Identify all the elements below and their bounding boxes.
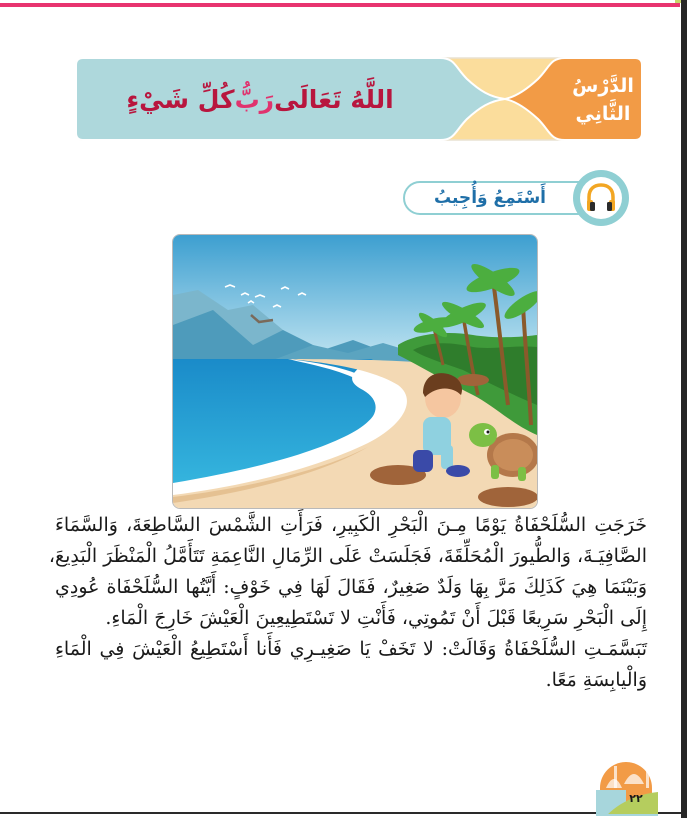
story-line: خَرَجَتِ السُّلَحْفَاةُ يَوْمًا مِـنَ الْبَحْرِ الْكَبِيرِ، فَرَأَتِ الشَّمْسَ السَّاطِعَةَ، وَالسَّمَاءَ [55,514,647,536]
title-part-3: كُلِّ شَيْءٍ [126,84,235,114]
beach-illustration [172,234,538,509]
listen-and-answer-button[interactable] [403,170,643,226]
page-number-badge [592,748,660,816]
lesson-title-banner [75,57,643,141]
story-paragraph-1 [48,510,675,634]
lesson-number-label [565,63,641,137]
lesson-label-line1: الدَّرْسُ [572,75,634,97]
beach-scene-image [173,235,537,508]
story-line: إِلَى الْبَحْرِ سَرِيعًا قَبْلَ أَنْ تَمُوتِي، فَأَنْتِ لا تَسْتَطِيعِينَ الْعَيْشَ خَارِجَ الْمَاءِ. [105,607,647,629]
title-part-1: اللَّهُ تَعَالَى [274,84,394,114]
story-paragraph-2 [55,634,675,696]
headphones-badge-inner [580,177,622,219]
headphones-icon [580,177,622,219]
story-line: الصَّافِيَـةَ، وَالطُّيورَ الْمُحَلِّقَةَ، فَجَلَسَتْ عَلَى الرِّمَالِ النَّاعِمَةِ تَتَأَمَّلُ الْمَنْظَرَ الْبَدِيعَ، [48,545,647,567]
headphones-badge[interactable] [573,170,629,226]
title-part-2: رَبُّ [234,84,275,114]
top-page-rule [0,3,680,7]
story-line: تَبَسَّمَـتِ السُّلَحْفَاةُ وَقَالَتْ: لا تَخَفْ يَا صَغِيـرِي فَأَنا أَسْتَطِيعُ الْعَيْشَ فِي الْمَاءِ [55,638,647,660]
mosque-icon [592,748,660,816]
lesson-title [75,57,445,141]
lesson-label-line2: الثَّانِي [575,103,631,125]
story-text [48,510,675,696]
bottom-page-rule [0,812,681,814]
listen-and-answer-label: أَسْتَمِعُ وَأُجِيبُ [434,188,546,208]
page-right-edge [681,0,687,818]
story-line: وَبَيْنَمَا هِيَ كَذَلِكَ مَرَّ بِهَا وَلَدٌ صَغِيرٌ، فَقَالَ لَهَا فِي خَوْفٍ: أَيَّتُها السُّلَحْفَاة عُودِي [55,576,647,598]
story-line: وَالْيابِسَةِ مَعًا. [545,669,647,691]
page-number: ٢٢ [629,792,643,805]
